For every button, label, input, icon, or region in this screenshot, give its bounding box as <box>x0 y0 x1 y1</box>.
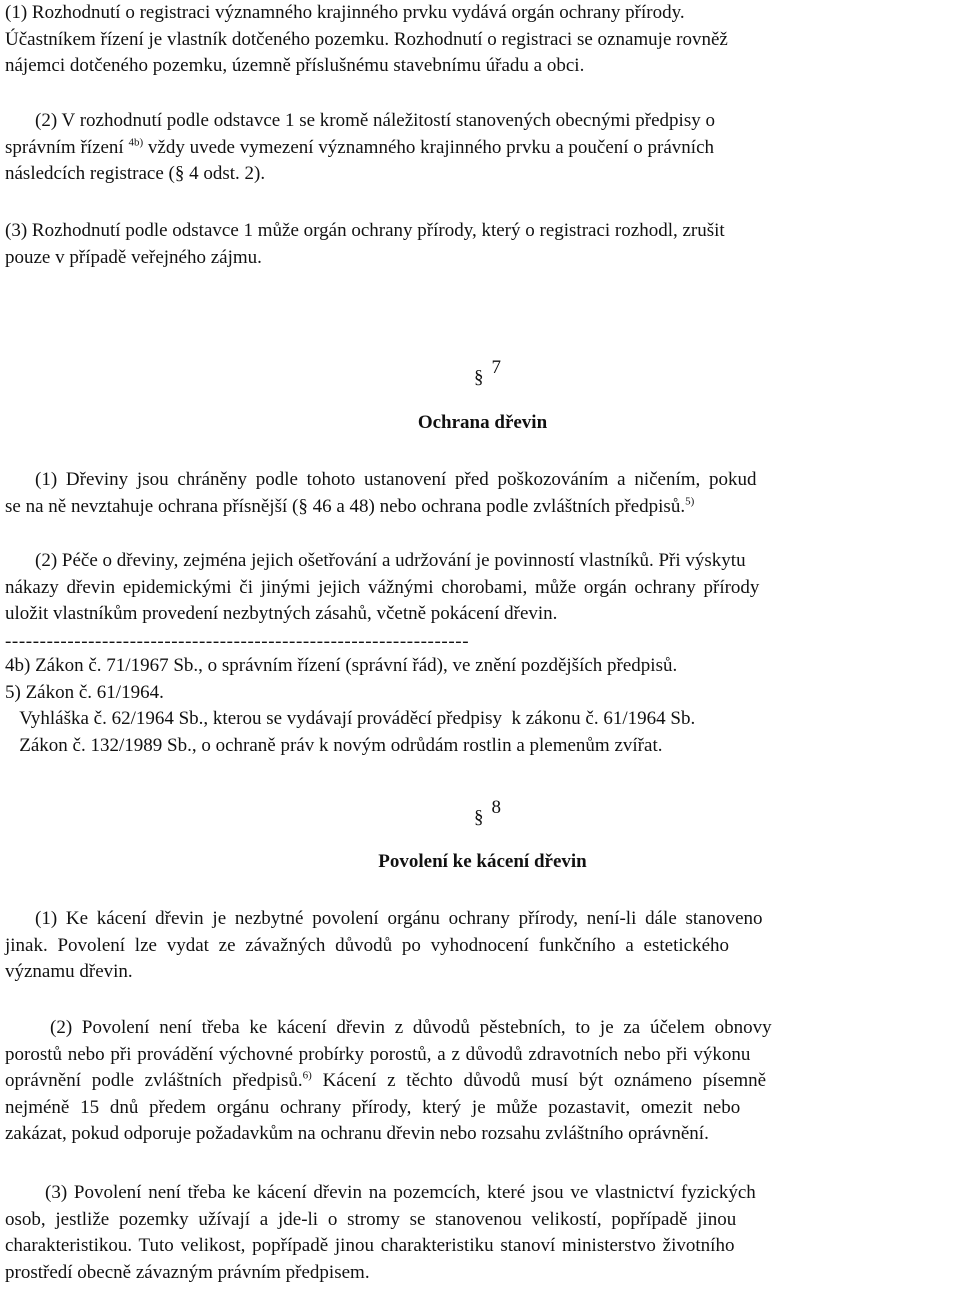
section-title: Ochrana dřevin <box>417 412 548 433</box>
text-line: uložit vlastníkům provedení nezbytných zásahů, včetně pokácení dřevin. <box>5 603 558 624</box>
text-line: (1) Dřeviny jsou chráněny podle tohoto ustanovení před poškozováním a ničením, pokud <box>35 469 757 490</box>
intro-paragraph-3 <box>5 218 960 271</box>
text-line: osob, jestliže pozemky užívají a jde-li o stromy se stanovenou velikostí, popřípadě jinou <box>5 1208 737 1230</box>
text-line: zakázat, pokud odporuje požadavkům na ochranu dřevin nebo rozsahu zvláštního oprávnění. <box>5 1123 709 1144</box>
footnote-separator: ------------------------------------------------------------------- <box>5 631 470 652</box>
footnote-ref: 5) <box>685 495 695 508</box>
footnotes <box>5 631 960 759</box>
text-line: se na ně nevztahuje ochrana přísnější (§ 46 a 48) nebo ochrana podle zvláštních předpisů.$^{5)}$ <box>5 495 695 517</box>
section-sign: § <box>474 367 484 388</box>
text-line: nájemci dotčeného pozemku, územně příslušnému stavebnímu úřadu a obci. <box>5 55 585 76</box>
text-line: pouze v případě veřejného zájmu. <box>5 246 262 268</box>
section-number: § 8 <box>5 795 960 822</box>
intro-paragraph-1 <box>5 0 960 80</box>
text-line: (2) Péče o dřeviny, zejména jejich ošetřování a udržování je povinností vlastníků. Při výskytu <box>35 550 746 571</box>
text-line: prostředí obecně závazným právním předpisem. <box>5 1261 370 1283</box>
text-line: správním řízení $^{4b)}$ vždy uvede vymezení významného krajinného prvku a poučení o právních <box>5 136 715 158</box>
text-line: (1) Ke kácení dřevin je nezbytné povolení orgánu ochrany přírody, není-li dále stanoveno <box>35 908 763 929</box>
section-8-paragraph-2 <box>5 1015 960 1148</box>
text-line: (3) Povolení není třeba ke kácení dřevin na pozemcích, které jsou ve vlastnictví fyzických <box>45 1182 756 1203</box>
section-7-heading <box>5 355 960 388</box>
text-line: (3) Rozhodnutí podle odstavce 1 může orgán ochrany přírody, který o registraci rozhodl, zrušit <box>5 220 725 241</box>
section-8-paragraph-3 <box>5 1180 960 1286</box>
text-line: (2) V rozhodnutí podle odstavce 1 se kromě náležitostí stanovených obecnými předpisy o <box>35 110 715 131</box>
section-8-title-wrap <box>5 849 960 876</box>
text-line: nejméně 15 dnů předem orgánu ochrany přírody, který je může pozastavit, omezit nebo <box>5 1096 741 1118</box>
text-line: následcích registrace (§ 4 odst. 2). <box>5 163 266 184</box>
section-sign: § <box>474 807 484 828</box>
footnote-line: Vyhláška č. 62/1964 Sb., kterou se vydávají prováděcí předpisy k zákonu č. 61/1964 Sb. <box>5 708 696 729</box>
footnote-line: 4b) Zákon č. 71/1967 Sb., o správním řízení (správní řád), ve znění pozdějších předpisů. <box>5 655 678 676</box>
section-number: § 7 <box>5 355 960 382</box>
section-7-paragraph-1 <box>5 467 960 520</box>
text-line: oprávnění podle zvláštních předpisů.$^{6)}$ Kácení z těchto důvodů musí být oznámeno písemně <box>5 1069 767 1091</box>
section-7-paragraph-2 <box>5 548 960 628</box>
section-8-paragraph-1 <box>5 906 960 986</box>
footnote-line: 5) Zákon č. 61/1964. <box>5 681 164 703</box>
text-line: (2) Povolení není třeba ke kácení dřevin z důvodů pěstebních, to je za účelem obnovy <box>50 1017 772 1038</box>
section-7-title-wrap <box>5 410 960 437</box>
text-line: nákazy dřevin epidemickými či jinými jejich vážnými chorobami, může orgán ochrany přírody <box>5 576 760 598</box>
text-line: Účastníkem řízení je vlastník dotčeného pozemku. Rozhodnutí o registraci se oznamuje rovněž <box>5 28 728 50</box>
section-8-heading <box>5 795 960 828</box>
text-line: významu dřevin. <box>5 961 133 982</box>
footnote-ref: 6) <box>302 1069 312 1082</box>
footnote-line: Zákon č. 132/1989 Sb., o ochraně práv k novým odrůdám rostlin a plemenům zvířat. <box>5 734 663 756</box>
text-line: porostů nebo při provádění výchovné probírky porostů, a z důvodů zdravotních nebo při výkonu <box>5 1043 751 1065</box>
text-line: (1) Rozhodnutí o registraci významného krajinného prvku vydává orgán ochrany přírody. <box>5 2 685 23</box>
text-line: jinak. Povolení lze vydat ze závažných důvodů po vyhodnocení funkčního a estetického <box>5 934 730 956</box>
intro-paragraph-2 <box>5 108 960 188</box>
section-title: Povolení ke kácení dřevin <box>378 851 587 872</box>
footnote-ref: 4b) <box>128 136 144 149</box>
text-line: charakteristikou. Tuto velikost, popřípadě jinou charakteristiku stanoví ministerstvo životního <box>5 1235 735 1256</box>
